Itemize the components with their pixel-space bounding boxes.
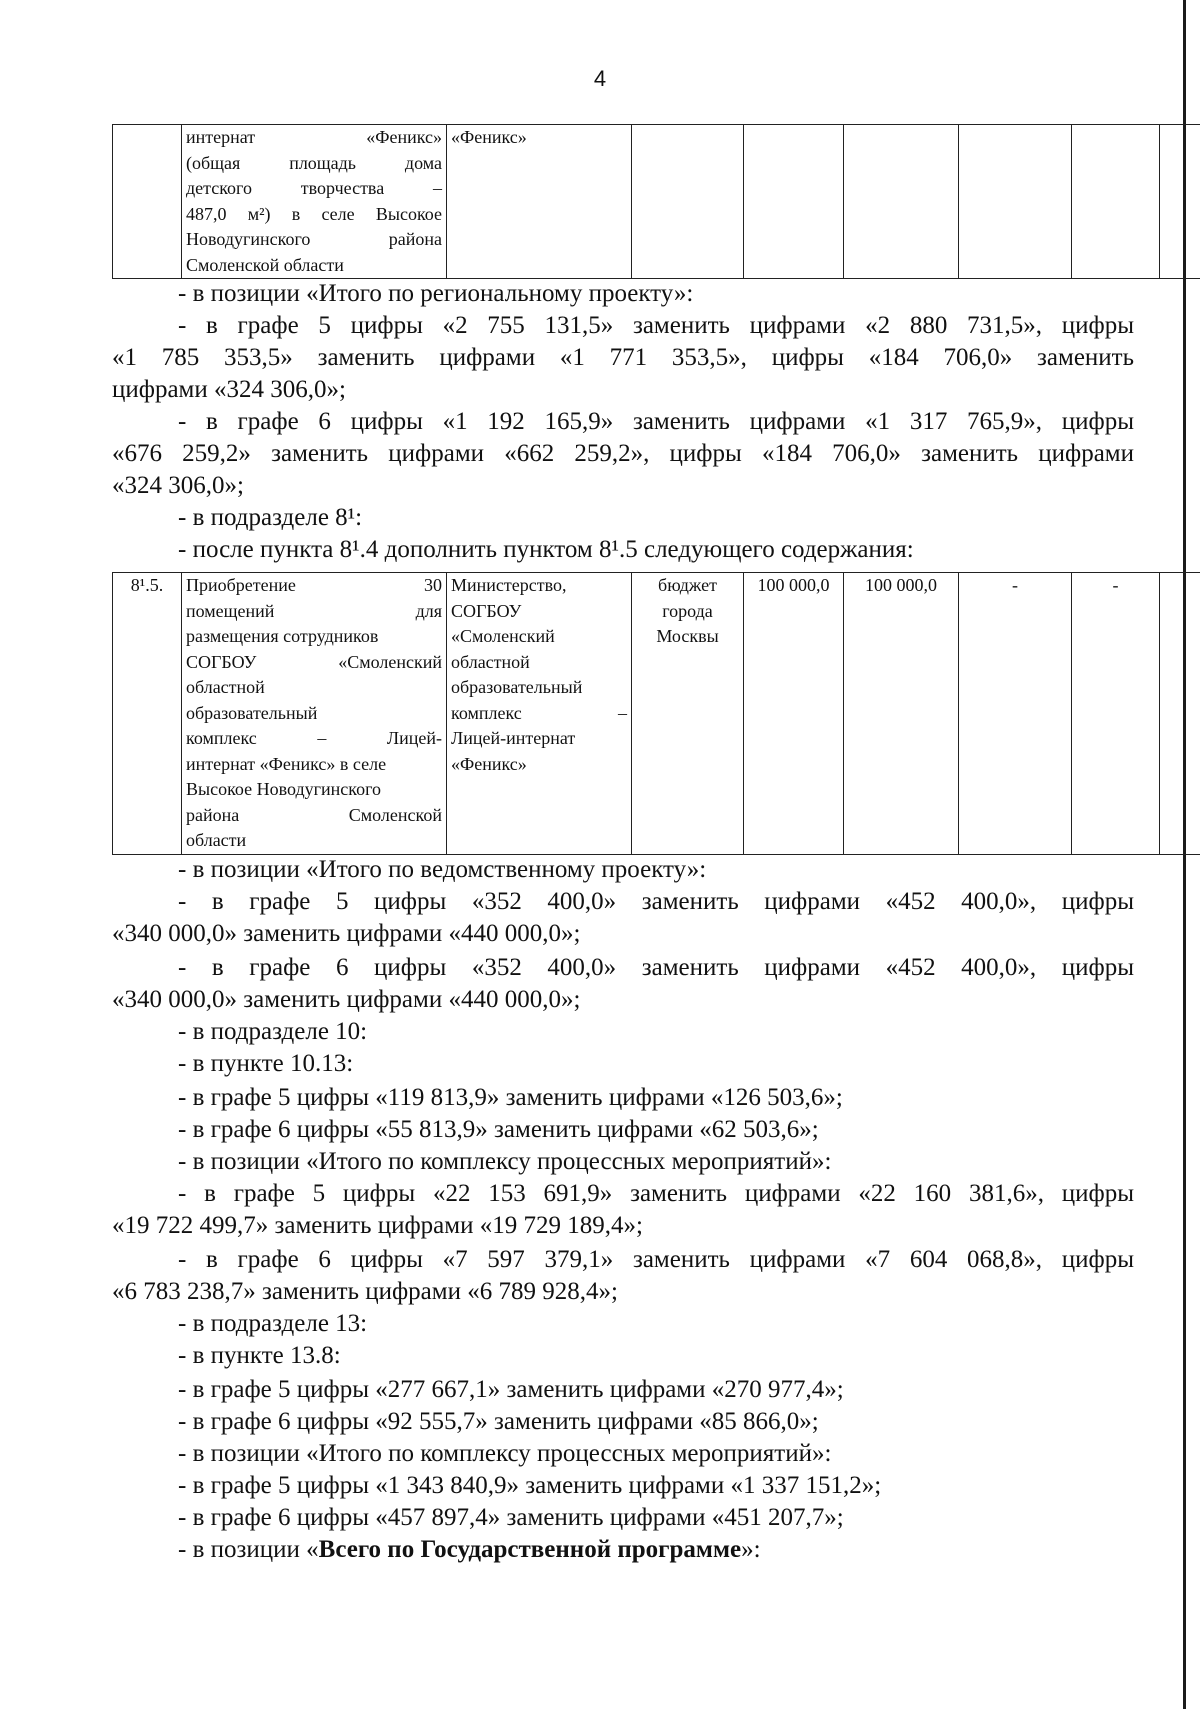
cell-name: Приобретение 30 помещений для размещения сотрудников СОГБОУ «Смоленский областной образовательный комплекс – Лицей- интернат «Феникс» в селе Высокое Новодугинского района Смоленской области xyxy=(182,573,447,855)
paragraph: «676 259,2» заменить цифрами «662 259,2», цифры «184 706,0» заменить цифрами xyxy=(112,440,1134,467)
table-row xyxy=(113,125,1200,279)
paragraph: цифрами «324 306,0»; xyxy=(112,376,346,403)
cell-executor: Министерство, СОГБОУ «Смоленский областной образовательный комплекс – Лицей-интернат «Феникс» xyxy=(447,573,632,855)
paragraph: «340 000,0» заменить цифрами «440 000,0»; xyxy=(112,986,581,1013)
paragraph: - в графе 6 цифры «92 555,7» заменить цифрами «85 866,0»; xyxy=(178,1408,819,1435)
cell-source: бюджет города Москвы xyxy=(632,573,744,855)
cell-value xyxy=(959,125,1072,279)
page-number: 4 xyxy=(593,66,607,91)
bold-phrase: Всего по Государственной программе xyxy=(318,1536,742,1563)
paragraph: «19 722 499,7» заменить цифрами «19 729 189,4»; xyxy=(112,1212,643,1239)
paragraph: - в пункте 13.8: xyxy=(178,1342,341,1369)
paragraph: - в графе 6 цифры «1 192 165,9» заменить цифрами «1 317 765,9», цифры xyxy=(178,408,1134,435)
paragraph: - в позиции «Итого по ведомственному проекту»: xyxy=(178,856,707,883)
cell-value xyxy=(844,125,959,279)
paragraph: - в графе 5 цифры «22 153 691,9» заменить цифрами «22 160 381,6», цифры xyxy=(178,1180,1134,1207)
cell-value xyxy=(1072,125,1160,279)
cell-source xyxy=(632,125,744,279)
paragraph: «6 783 238,7» заменить цифрами «6 789 928,4»; xyxy=(112,1278,618,1305)
paragraph: - в графе 5 цифры «119 813,9» заменить цифрами «126 503,6»; xyxy=(178,1084,843,1111)
paragraph: - в подразделе 13: xyxy=(178,1310,368,1337)
table-continued xyxy=(112,124,1200,279)
paragraph-total-program: - в позиции «Всего по Государственной программе»: xyxy=(178,1536,761,1563)
paragraph: - в графе 6 цифры «457 897,4» заменить цифрами «451 207,7»; xyxy=(178,1504,844,1531)
paragraph: - в графе 5 цифры «352 400,0» заменить цифрами «452 400,0», цифры xyxy=(178,888,1134,915)
table-new-item xyxy=(112,572,1200,855)
cell-value xyxy=(744,125,844,279)
paragraph: «340 000,0» заменить цифрами «440 000,0»; xyxy=(112,920,581,947)
paragraph: - в графе 5 цифры «2 755 131,5» заменить цифрами «2 880 731,5», цифры xyxy=(178,312,1134,339)
paragraph: - в позиции «Итого по региональному проекту»: xyxy=(178,280,694,307)
paragraph: - в подразделе 8¹: xyxy=(178,504,363,531)
paragraph: - в графе 5 цифры «277 667,1» заменить цифрами «270 977,4»; xyxy=(178,1376,844,1403)
paragraph: «1 785 353,5» заменить цифрами «1 771 353,5», цифры «184 706,0» заменить xyxy=(112,344,1134,371)
cell-value xyxy=(1160,125,1200,279)
cell-number xyxy=(113,125,182,279)
paragraph: - в графе 6 цифры «7 597 379,1» заменить цифрами «7 604 068,8», цифры xyxy=(178,1246,1134,1273)
table-row xyxy=(113,573,1200,855)
paragraph: - после пункта 8¹.4 дополнить пунктом 8¹.5 следующего содержания: xyxy=(178,536,914,563)
paragraph: «324 306,0»; xyxy=(112,472,244,499)
paragraph: - в графе 6 цифры «352 400,0» заменить цифрами «452 400,0», цифры xyxy=(178,954,1134,981)
cell-value: 100 000,0 xyxy=(844,573,959,855)
cell-value xyxy=(1160,573,1200,855)
paragraph: - в графе 6 цифры «55 813,9» заменить цифрами «62 503,6»; xyxy=(178,1116,819,1143)
cell-executor: «Феникс» xyxy=(447,125,632,279)
paragraph: - в графе 5 цифры «1 343 840,9» заменить цифрами «1 337 151,2»; xyxy=(178,1472,882,1499)
cell-number: 8¹.5. xyxy=(113,573,182,855)
cell-value: - xyxy=(1072,573,1160,855)
paragraph: - в позиции «Итого по комплексу процессных мероприятий»: xyxy=(178,1148,832,1175)
cell-value: 100 000,0 xyxy=(744,573,844,855)
paragraph: - в подразделе 10: xyxy=(178,1018,368,1045)
cell-value: - xyxy=(959,573,1072,855)
cell-name: интернат «Феникс» (общая площадь дома детского творчества – 487,0 м²) в селе Высокое Новодугинского района Смоленской области xyxy=(182,125,447,279)
paragraph: - в позиции «Итого по комплексу процессных мероприятий»: xyxy=(178,1440,832,1467)
paragraph: - в пункте 10.13: xyxy=(178,1050,354,1077)
